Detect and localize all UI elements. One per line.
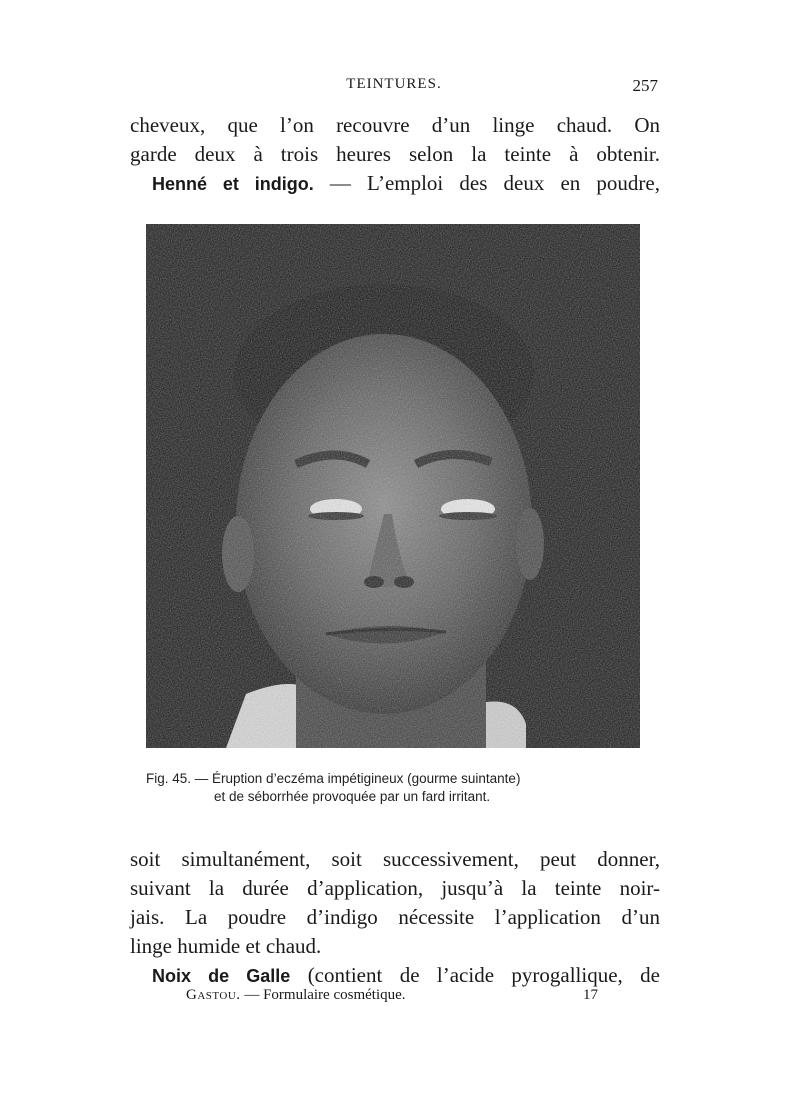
- text-line: [130, 169, 660, 198]
- signature-footer: [186, 987, 598, 1007]
- section-heading-henne-indigo: Henné et indigo.: [152, 174, 314, 194]
- text-line: garde deux à trois heures selon la teinte à obtenir.: [130, 142, 660, 166]
- body-text-top: [130, 111, 660, 198]
- figure-photograph: [146, 224, 640, 748]
- running-title: TEINTURES.: [346, 76, 442, 92]
- text-line: suivant la durée d’application, jusqu’à la teinte noir-: [130, 876, 660, 900]
- text-line: [130, 961, 660, 990]
- signature-number: 17: [583, 987, 598, 1003]
- body-text-bottom: [130, 845, 660, 990]
- text-run: (contient de l’acide pyrogallique, de: [290, 963, 661, 987]
- portrait-photo: [146, 224, 640, 748]
- caption-line: Fig. 45. — Éruption d’eczéma impétigineux (gourme suintante): [146, 771, 521, 786]
- section-heading-noix-de-galle: Noix de Galle: [152, 966, 291, 986]
- text-line: linge humide et chaud.: [130, 934, 322, 958]
- text-line: soit simultanément, soit successivement, peut donner,: [130, 847, 660, 871]
- signature-title: — Formulaire cosmétique.: [240, 987, 406, 1003]
- running-head: [130, 76, 658, 98]
- signature-mark: [186, 987, 406, 1004]
- figure-caption: [146, 770, 640, 806]
- text-line: cheveux, que l’on recouvre d’un linge chaud. On: [130, 113, 660, 137]
- page-number: 257: [632, 76, 658, 95]
- text-run: — L’emploi des deux en poudre,: [313, 171, 660, 195]
- caption-line: et de séborrhée provoquée par un fard irritant.: [214, 789, 491, 804]
- text-line: jais. La poudre d’indigo nécessite l’application d’un: [130, 905, 660, 929]
- signature-author: Gastou.: [186, 987, 241, 1003]
